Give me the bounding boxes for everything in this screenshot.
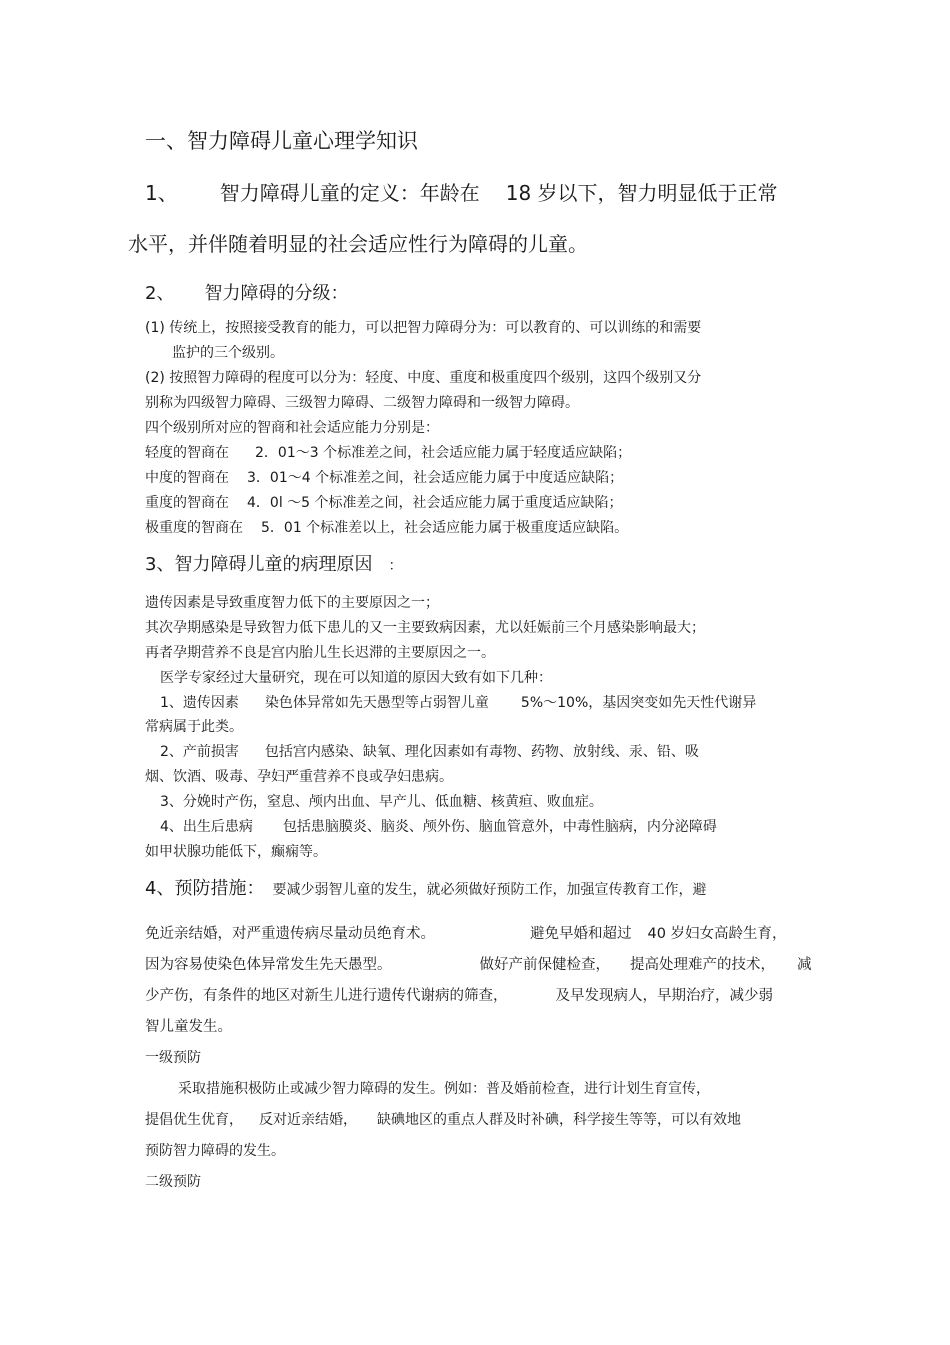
level-mild [145,446,631,460]
section-4-line-3d: 减 [797,957,812,973]
section-1-number: 1、 [145,181,178,205]
level-moderate [145,471,623,485]
cause-line-3: 再者孕期营养不良是宫内胎儿生长迟滞的主要原因之一。 [145,645,495,661]
cause-prenatal-desc: 包括宫内感染、缺氧、理化因素如有毒物、药物、放射线、汞、铅、吸 [264,744,699,760]
section-4-line-4 [145,989,773,1004]
section-1-text-b: 18 岁以下，智力明显低于正常 [505,181,778,205]
level-moderate-label: 中度的智商在 [145,470,229,486]
primary-prevention-title: 一级预防 [145,1050,201,1066]
cause-birth-injury: 3、分娩时产伤，窒息、颅内出血、早产儿、低血糖、核黄疸、败血症。 [160,794,603,810]
level-profound-desc: 5．01 个标准差以上，社会适应能力属于极重度适应缺陷。 [261,520,629,536]
section-4-line-5: 智儿童发生。 [145,1019,232,1035]
section-3-heading [145,556,402,574]
level-profound [145,521,628,535]
section-4-line-4b: 及早发现病人，早期治疗，减少弱 [555,988,773,1004]
section-4-title: 4、预防措施： [145,878,265,899]
cause-genetic-desc: 染色体异常如先天愚型等占弱智儿童 [264,695,489,711]
section-4-line-2b: 避免早婚和超过 [530,926,632,942]
level-severe-desc: 4．0l ～5 个标准差之间，社会适应能力属于重度适应缺陷； [247,495,623,511]
section-4-line-1 [145,880,706,898]
cause-prenatal [160,745,699,759]
section-4-line-3c: 提高处理难产的技术， [630,957,775,973]
grading-line-2: 监护的三个级别。 [172,345,284,361]
cause-genetic-label: 1、遗传因素 [160,695,239,711]
grading-line-1: (1) 传统上，按照接受教育的能力，可以把智力障碍分为：可以教育的、可以训练的和需要 [145,320,702,336]
level-mild-desc: 2．01～3 个标准差之间，社会适应能力属于轻度适应缺陷； [255,445,632,461]
cause-prenatal-label: 2、产前损害 [160,744,239,760]
section-4-line-3 [145,958,812,973]
grading-line-5: 四个级别所对应的智商和社会适应能力分别是： [145,420,439,436]
section-1-line-1 [145,183,778,203]
section-4-line-4a: 少产伤，有条件的地区对新生儿进行遗传代谢病的筛查， [145,988,508,1004]
primary-prevention-line-1: 采取措施积极防止或减少智力障碍的发生。例如：普及婚前检查，进行计划生育宣传， [178,1081,710,1097]
grading-line-4: 别称为四级智力障碍、三级智力障碍、二级智力障碍和一级智力障碍。 [145,395,579,411]
section-1-text-a: 智力障碍儿童的定义：年龄在 [219,181,480,205]
secondary-prevention-title: 二级预防 [145,1174,201,1190]
section-2-number: 2、 [145,283,175,304]
cause-postnatal [160,820,717,834]
section-3-colon: ： [388,558,403,574]
primary-prevention-line-2b: 反对近亲结婚， [259,1112,357,1128]
level-mild-label: 轻度的智商在 [145,445,229,461]
document-title: 一、智力障碍儿童心理学知识 [145,129,418,153]
cause-postnatal-desc: 包括患脑膜炎、脑炎、颅外伤、脑血管意外，中毒性脑病，内分泌障碍 [282,819,717,835]
section-1-line-2: 水平，并伴随着明显的社会适应性行为障碍的儿童。 [128,232,588,256]
section-4-intro: 要减少弱智儿童的发生，就必须做好预防工作，加强宣传教育工作，避 [272,882,707,898]
section-4-line-2c: 40 岁妇女高龄生育， [647,926,787,942]
level-profound-label: 极重度的智商在 [145,520,243,536]
cause-line-2: 其次孕期感染是导致智力低下患儿的又一主要致病因素，尤以妊娠前三个月感染影响最大； [145,620,705,636]
section-4-line-3a: 因为容易使染色体异常发生先天愚型。 [145,957,392,973]
cause-line-4: 医学专家经过大量研究，现在可以知道的原因大致有如下几种： [160,670,552,686]
section-4-line-2a: 免近亲结婚，对严重遗传病尽量动员绝育术。 [145,926,435,942]
section-2-heading [145,285,348,303]
primary-prevention-line-2 [145,1113,741,1127]
section-3-title: 3、智力障碍儿童的病理原因 [145,554,373,575]
section-4-line-2 [145,927,787,942]
cause-postnatal-cont: 如甲状腺功能低下，癫痫等。 [145,844,327,860]
primary-prevention-line-2a: 提倡优生优育， [145,1112,243,1128]
level-severe [145,496,623,510]
cause-line-1: 遗传因素是导致重度智力低下的主要原因之一； [145,595,439,611]
cause-genetic-cont: 常病属于此类。 [145,719,243,735]
cause-genetic [160,696,756,710]
primary-prevention-line-3: 预防智力障碍的发生。 [145,1143,285,1159]
section-4-line-3b: 做好产前保健检查， [479,957,610,973]
cause-postnatal-label: 4、出生后患病 [160,819,253,835]
section-2-title: 智力障碍的分级： [204,283,349,304]
level-severe-label: 重度的智商在 [145,495,229,511]
cause-prenatal-cont: 烟、饮酒、吸毒、孕妇严重营养不良或孕妇患病。 [145,769,453,785]
cause-genetic-desc-2: 5%～10%，基因突变如先天性代谢异 [520,695,757,711]
grading-line-3: (2) 按照智力障碍的程度可以分为：轻度、中度、重度和极重度四个级别，这四个级别又分 [145,370,702,386]
primary-prevention-line-2c: 缺碘地区的重点人群及时补碘，科学接生等等，可以有效地 [377,1112,741,1128]
level-moderate-desc: 3．01～4 个标准差之间，社会适应能力属于中度适应缺陷； [247,470,624,486]
